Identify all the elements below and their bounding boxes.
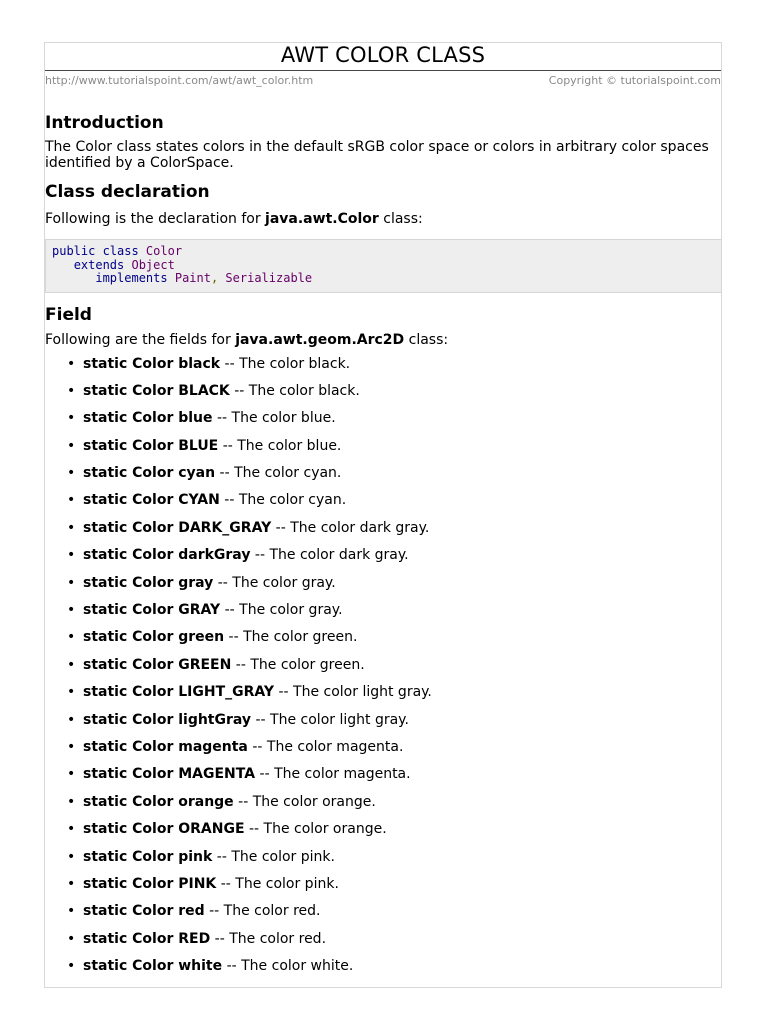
field-name: static Color green <box>83 629 225 646</box>
code-indent <box>52 258 74 272</box>
code-type: Paint <box>174 271 211 285</box>
field-name: static Color CYAN <box>83 492 220 509</box>
list-item <box>45 848 721 875</box>
field-description: -- The color gray. <box>213 574 336 591</box>
code-type: Color <box>145 244 183 258</box>
field-name: static Color black <box>83 355 221 372</box>
bullet-icon: • <box>67 410 76 427</box>
field-name: static Color cyan <box>83 465 216 482</box>
intro-suffix: class: <box>404 331 449 348</box>
intro-suffix: class: <box>378 211 423 227</box>
field-description: -- The color cyan. <box>215 465 342 482</box>
field-name: static Color red <box>83 903 205 920</box>
list-item <box>45 738 721 765</box>
list-item <box>45 683 721 710</box>
field-name: static Color darkGray <box>83 547 251 564</box>
field-description: -- The color gray. <box>220 602 343 619</box>
field-name: static Color ORANGE <box>83 821 245 838</box>
class-declaration-heading: Class declaration <box>45 182 210 202</box>
list-item <box>45 355 721 382</box>
list-item <box>45 464 721 491</box>
field-description: -- The color blue. <box>218 437 342 454</box>
field-heading: Field <box>45 304 92 325</box>
list-item <box>45 656 721 683</box>
field-description: -- The color magenta. <box>247 738 404 755</box>
source-url: http://www.tutorialspoint.com/awt/awt_color.htm <box>45 74 314 87</box>
field-description: -- The color dark gray. <box>271 519 430 536</box>
field-description: -- The color orange. <box>244 821 387 838</box>
copyright-notice: Copyright © tutorialspoint.com <box>548 74 721 87</box>
bullet-icon: • <box>67 903 76 920</box>
bullet-icon: • <box>67 821 76 838</box>
code-keyword: implements <box>95 271 175 285</box>
document-page <box>44 42 722 988</box>
list-item <box>45 519 721 546</box>
bullet-icon: • <box>67 711 76 728</box>
field-description: -- The color green. <box>224 629 358 646</box>
list-item <box>45 820 721 847</box>
field-description: -- The color magenta. <box>255 766 411 783</box>
list-item <box>45 628 721 655</box>
bullet-icon: • <box>67 738 76 755</box>
code-type: Serializable <box>225 271 313 285</box>
field-description: -- The color blue. <box>212 410 336 427</box>
introduction-text: The Color class states colors in the default sRGB color space or colors in arbitrary color spaces identified by a ColorSpace. <box>45 139 709 171</box>
list-item <box>45 957 721 984</box>
bullet-icon: • <box>67 465 76 482</box>
bullet-icon: • <box>67 437 76 454</box>
code-block <box>45 239 722 293</box>
list-item <box>45 437 721 464</box>
code-keyword: public class <box>52 244 146 258</box>
field-name: static Color RED <box>83 930 211 947</box>
field-name: static Color orange <box>83 793 234 810</box>
field-description: -- The color red. <box>204 903 321 920</box>
field-description: -- The color cyan. <box>219 492 347 509</box>
field-name: static Color GREEN <box>83 656 232 673</box>
field-description: -- The color orange. <box>233 793 376 810</box>
field-name: static Color LIGHT_GRAY <box>83 684 275 701</box>
class-name: java.awt.geom.Arc2D <box>235 331 405 348</box>
title-divider <box>45 70 721 71</box>
field-description: -- The color dark gray. <box>250 547 409 564</box>
code-keyword: extends <box>73 257 132 272</box>
bullet-icon: • <box>67 848 76 865</box>
list-item <box>45 601 721 628</box>
page-title: AWT COLOR CLASS <box>280 43 486 67</box>
field-name: static Color magenta <box>83 738 248 755</box>
field-list <box>45 355 721 985</box>
field-description: -- The color black. <box>229 382 360 399</box>
bullet-icon: • <box>67 930 76 947</box>
bullet-icon: • <box>67 629 76 646</box>
article-content <box>45 111 721 984</box>
bullet-icon: • <box>67 793 76 810</box>
bullet-icon: • <box>67 574 76 591</box>
bullet-icon: • <box>67 519 76 536</box>
field-name: static Color gray <box>83 574 214 591</box>
field-name: static Color lightGray <box>83 711 252 728</box>
list-item <box>45 711 721 738</box>
field-description: -- The color light gray. <box>274 684 432 701</box>
field-description: -- The color light gray. <box>251 711 409 728</box>
field-name: static Color pink <box>83 848 213 865</box>
field-description: -- The color green. <box>231 656 365 673</box>
list-item <box>45 409 721 436</box>
list-item <box>45 546 721 573</box>
field-description: -- The color pink. <box>216 875 339 892</box>
field-name: static Color DARK_GRAY <box>83 519 272 536</box>
list-item <box>45 930 721 957</box>
field-intro <box>45 332 721 348</box>
intro-prefix: Following are the fields for <box>45 331 236 348</box>
code-indent <box>52 271 95 285</box>
bullet-icon: • <box>67 656 76 673</box>
field-name: static Color BLACK <box>83 382 230 399</box>
class-declaration-intro <box>45 211 721 227</box>
field-description: -- The color black. <box>220 355 351 372</box>
bullet-icon: • <box>67 766 76 783</box>
list-item <box>45 902 721 929</box>
introduction-heading: Introduction <box>45 113 164 133</box>
field-name: static Color MAGENTA <box>83 766 256 783</box>
list-item <box>45 382 721 409</box>
field-name: static Color PINK <box>83 875 217 892</box>
class-name: java.awt.Color <box>265 211 379 227</box>
bullet-icon: • <box>67 684 76 701</box>
field-name: static Color blue <box>83 410 213 427</box>
list-item <box>45 574 721 601</box>
bullet-icon: • <box>67 875 76 892</box>
code-type: Object <box>131 257 175 272</box>
list-item <box>45 765 721 792</box>
bullet-icon: • <box>67 382 76 399</box>
list-item <box>45 793 721 820</box>
list-item <box>45 875 721 902</box>
bullet-icon: • <box>67 547 76 564</box>
field-description: -- The color red. <box>210 930 327 947</box>
intro-prefix: Following is the declaration for <box>45 211 266 227</box>
bullet-icon: • <box>67 958 76 975</box>
bullet-icon: • <box>67 492 76 509</box>
bullet-icon: • <box>67 355 76 372</box>
field-name: static Color white <box>83 958 223 975</box>
bullet-icon: • <box>67 602 76 619</box>
field-name: static Color BLUE <box>83 437 219 454</box>
code-punctuation: , <box>210 271 226 285</box>
field-description: -- The color white. <box>222 958 354 975</box>
field-name: static Color GRAY <box>83 602 221 619</box>
field-description: -- The color pink. <box>212 848 335 865</box>
list-item <box>45 491 721 518</box>
